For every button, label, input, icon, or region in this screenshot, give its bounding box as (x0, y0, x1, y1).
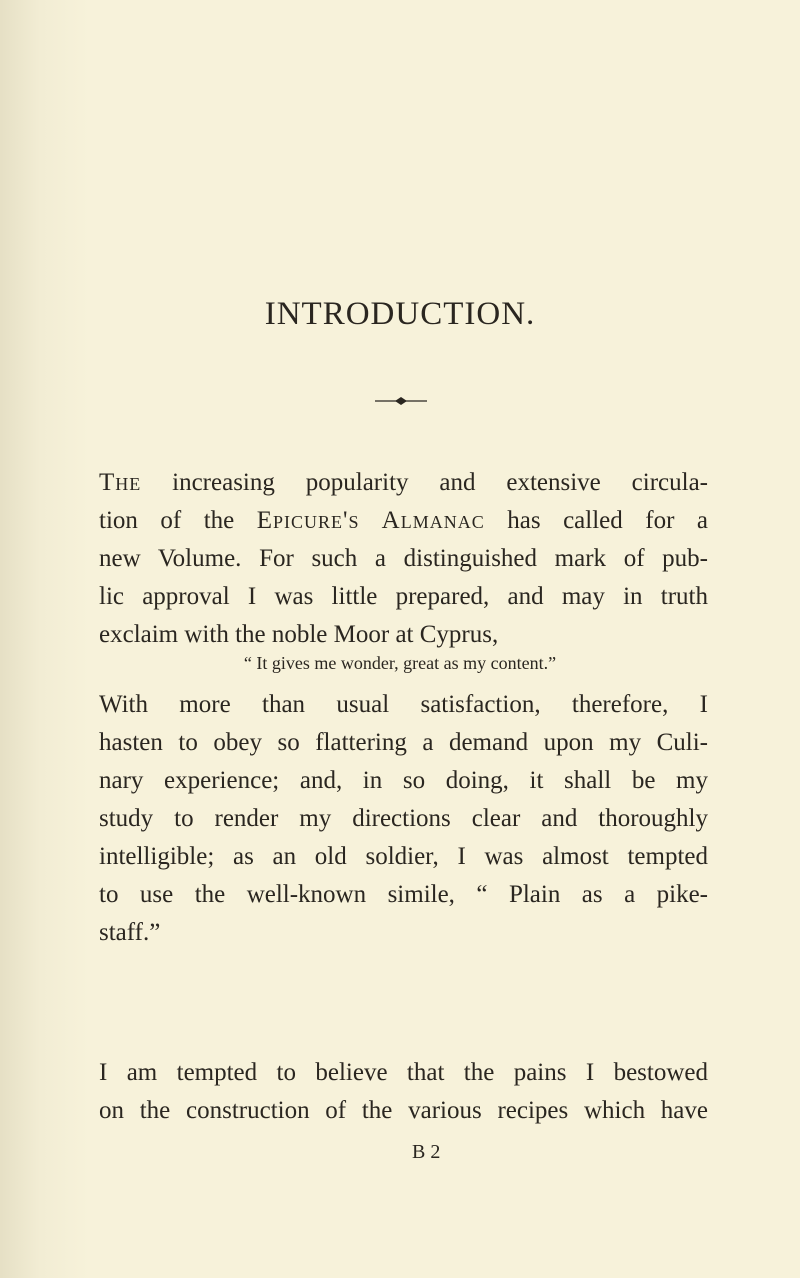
paragraph-1-line-2 (99, 502, 708, 540)
book-title: Epicure's Almanac (256, 507, 485, 534)
signature-mark: B 2 (412, 1141, 441, 1163)
paragraph-2-line-5: intelligible; as an old soldier, I was almost tempted (99, 843, 708, 870)
paragraph-3-line-2: on the construction of the various recipes which have (99, 1097, 708, 1124)
paragraph-3-line-1: I am tempted to believe that the pains I bestowed (99, 1059, 708, 1086)
paragraph-1-line-1 (99, 464, 708, 502)
paragraph-2-line-3: nary experience; and, in so doing, it shall be my (99, 767, 708, 794)
paragraph-2-line-7: staff.” (99, 919, 161, 946)
text-run: has called for a (484, 507, 708, 534)
text-run: tion of the (99, 507, 257, 534)
paragraph-1-line-3: new Volume. For such a distinguished mark of pub- (99, 545, 708, 572)
paragraph-3 (99, 1054, 708, 1130)
page-title: INTRODUCTION. (264, 296, 536, 332)
paragraph-1-line-5: exclaim with the noble Moor at Cyprus, (99, 621, 499, 648)
paragraph-1-line-4: lic approval I was little prepared, and may in truth (99, 583, 708, 610)
text-run: increasing popularity and extensive circula- (141, 469, 708, 496)
ornament-rule (375, 396, 427, 406)
paragraph-2-line-1: With more than usual satisfaction, therefore, I (99, 691, 708, 718)
quotation: “ It gives me wonder, great as my content.” (243, 653, 557, 673)
paragraph-2 (99, 686, 708, 952)
paragraph-1 (99, 464, 708, 654)
paragraph-2-line-4: study to render my directions clear and thoroughly (99, 805, 708, 832)
small-caps-word: The (99, 469, 142, 496)
paragraph-2-line-2: hasten to obey so flattering a demand upon my Culi- (99, 729, 708, 756)
paragraph-2-line-6: to use the well-known simile, “ Plain as a pike- (99, 881, 708, 908)
